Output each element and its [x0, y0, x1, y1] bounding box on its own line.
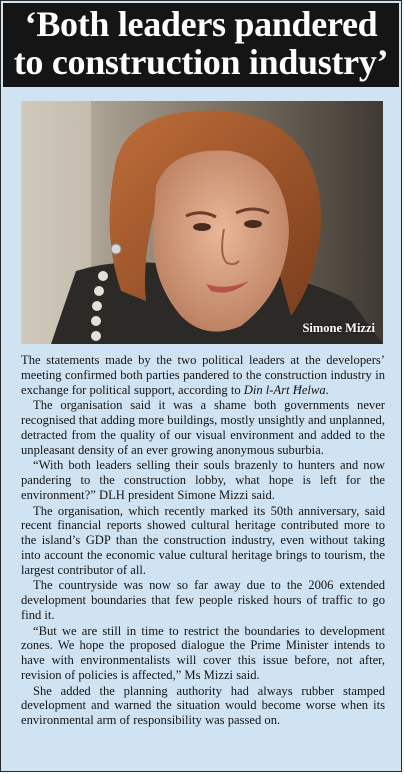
paragraph-3: “With both leaders selling their souls brazenly to hunters and now pandering to the construction lobby, what hope is left for the environment?” DLH president Simone Mizzi said. — [21, 458, 385, 502]
organisation-name: Din l-Art Ħelwa — [243, 382, 326, 397]
paragraph-5: The countryside was now so far away due to the 2006 extended development boundaries that few people risked hours of traffic to go find it. — [21, 578, 385, 622]
paragraph-2: The organisation said it was a shame both governments never recognised that adding more buildings, mostly unsightly and unplanned, detracted from the quality of our visual environment and added to the unpleasant density of an ever growing anonymous suburbia. — [21, 398, 385, 457]
paragraph-1-end: . — [325, 382, 329, 397]
article-body — [21, 353, 385, 729]
paragraph-4: The organisation, which recently marked its 50th anniversary, said recent financial reports showed cultural heritage contributed more to the island’s GDP than the construction industry, even without taking into account the economic value cultural heritage brings to tourism, the largest contributor of all. — [21, 503, 385, 577]
paragraph-6: “But we are still in time to restrict the boundaries to development zones. We hope the proposed dialogue the Prime Minister intends to have with environmentalists will cover this issue before, not after, revision of policies is affected,” Ms Mizzi said. — [21, 623, 385, 682]
portrait-illustration — [21, 101, 383, 344]
photo-caption: Simone Mizzi — [302, 321, 375, 335]
headline-bar — [3, 3, 399, 87]
headline: ‘Both leaders pandered to construction industry’ — [13, 4, 389, 82]
portrait-photo — [21, 101, 383, 344]
paragraph-7: She added the planning authority had always rubber stamped development and warned the situation would become worse when its environmental arm of responsibility was passed on. — [21, 683, 385, 727]
paragraph-1 — [21, 353, 385, 397]
paragraph-1-text: The statements made by the two political leaders at the developers’ meeting confirmed both parties pandered to the construction industry in exchange for political support, according to — [21, 353, 385, 397]
